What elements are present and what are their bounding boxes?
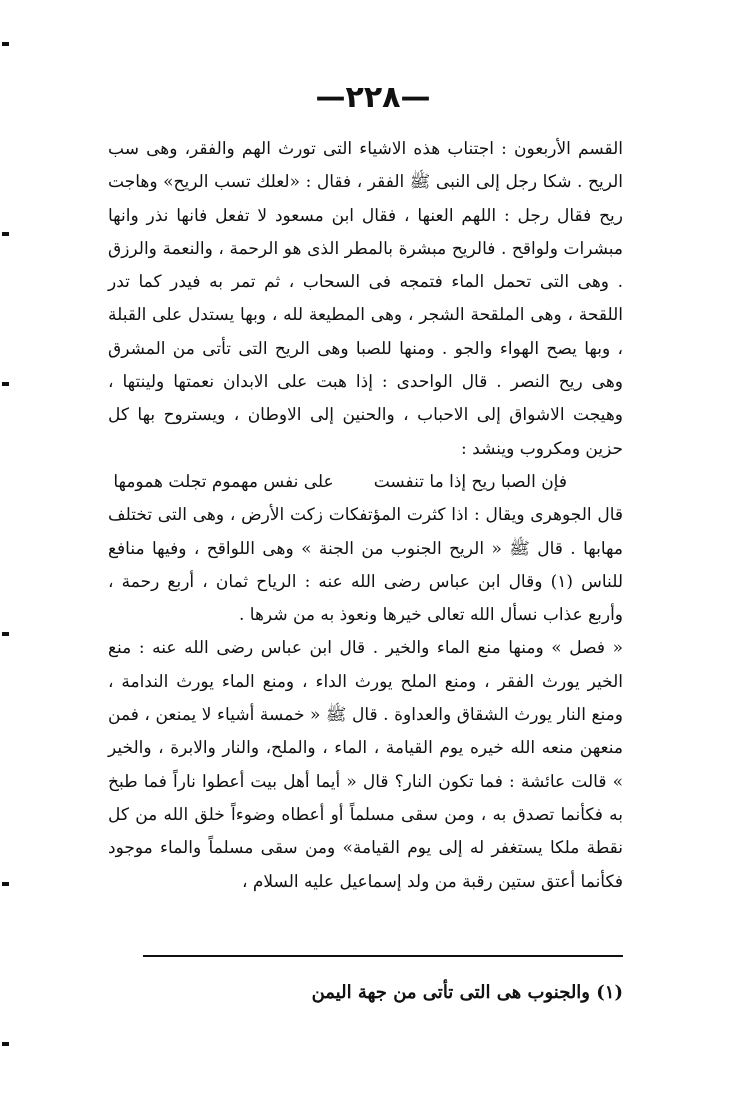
margin-mark [2, 882, 9, 886]
page-number: —٢٢٨— [315, 80, 431, 115]
margin-mark [2, 232, 9, 236]
margin-mark [2, 1042, 9, 1046]
paragraph-jawhari: قال الجوهرى ويقال : اذا كثرت المؤتفكات زكت الأرض ، وهى التى تختلف مهابها . قال ﷺ « الريح الجنوب من الجنة » وهى اللواقح ، وفيها منافع للناس (١) وقال ابن عباس رضى الله عنه : الرياح ثمان ، أربع رحمة ، وأربع عذاب نسأل الله تعالى خيرها ونعوذ به من شرها . [108, 505, 623, 626]
footnote-divider [143, 955, 623, 957]
poem-verse [108, 466, 623, 499]
footnote: (١) والجنوب هى التى تأتى من جهة اليمن [311, 982, 623, 1003]
margin-mark [2, 42, 9, 46]
margin-mark [2, 382, 9, 386]
paragraph-section-forty: القسم الأربعون : اجتناب هذه الاشياء التى تورث الهم والفقر، وهى سب الريح . شكا رجل إلى النبى ﷺ الفقر ، فقال : «لعلك تسب الريح» وهاجت ريح فقال رجل : اللهم العنها ، فقال ابن مسعود لا تفعل فانها نذر وانها مبشرات ولواقح . فالريح مبشرة بالمطر الذى هو الرحمة ، والنعمة والرزق . وهى التى تحمل الماء فتمجه فى السحاب ، ثم تمر به فيدر كما تدر اللقحة ، وهى الملقحة الشجر ، وهى المطيعة لله ، وبها يستدل على القبلة ، وبها يصح الهواء والجو . ومنها للصبا وهى الريح التى تأتى من المشرق وهى ريح النصر . قال الواحدى : إذا هبت على الابدان نعمتها ولينتها ، وهيجت الاشواق إلى الاحباب ، والحنين إلى الاوطان ، ويستروح بها كل حزين ومكروب وينشد : [108, 139, 623, 459]
margin-mark [2, 632, 9, 636]
body-text [108, 133, 623, 899]
verse-first-hemistich: فإن الصبا ريح إذا ما تنفست [373, 471, 567, 492]
verse-second-hemistich: على نفس مهموم تجلت همومها [113, 471, 334, 492]
paragraph-fasl: « فصل » ومنها منع الماء والخير . قال ابن عباس رضى الله عنه : منع الخير يورث الفقر ، ومنع الملح يورث الداء ، ومنع الماء يورث الندامة ، ومنع النار يورث الشقاق والعداوة . قال ﷺ « خمسة أشياء لا يمنعن ، فمن منعهن منعه الله خيره يوم القيامة ، الماء ، والملح، والنار والابرة ، والخير » قالت عائشة : فما تكون النار؟ قال « أيما أهل بيت أعطوا ناراً فما طبخ به فكأنما تصدق به ، ومن سقى مسلماً أو أعطاه وضوءاً خلق الله من كل نقطة ملكا يستغفر له إلى يوم القيامة» ومن سقى مسلماً والماء موجود فكأنما أعتق ستين رقبة من ولد إسماعيل عليه السلام ، [108, 638, 623, 892]
